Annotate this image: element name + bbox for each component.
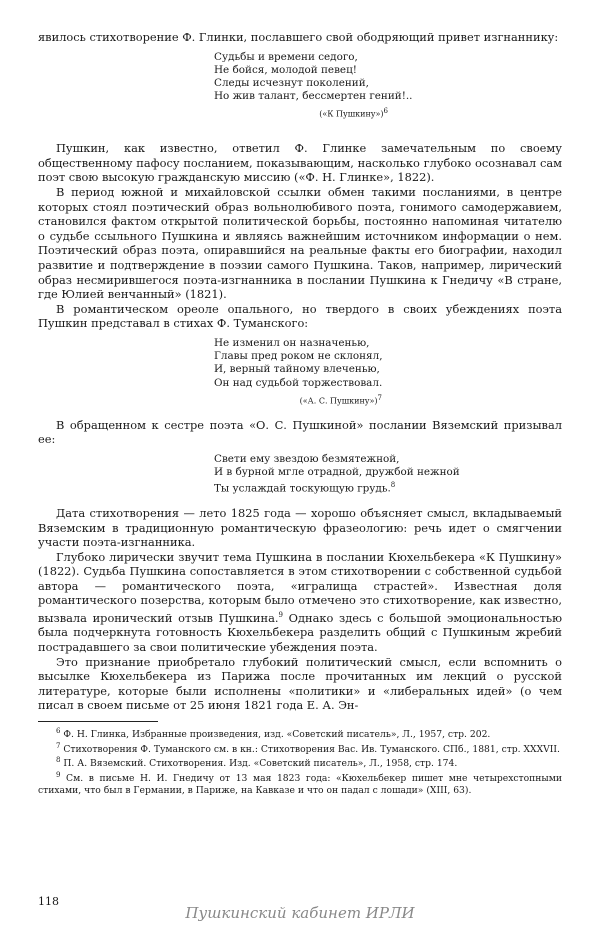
footnote: [38, 770, 562, 796]
paragraph-text: Глубоко лирически звучит тема Пушкина в послании Кюхельбекера «К Пушкину» (1822). Судьба Пушкина сопоставляется в этом стихотворении с собственной судьбой автора — романтического поэта, «игралища страстей». Известная доля романтического позерства, которым было отмечено это стихотворение, как известно, вызвала иронический отзыв Пушкина.: [38, 549, 562, 625]
footnote-ref: 9: [278, 611, 283, 620]
poem-source-title: («А. С. Пушкину»): [299, 396, 378, 406]
page-body: [38, 30, 562, 796]
poem-line: Он над судьбой торжествовал.: [214, 376, 383, 389]
poem-line: И в бурной мгле отрадной, дружбой нежной: [214, 466, 460, 479]
poem-line: Но жив талант, бессмертен гений!..: [214, 90, 413, 103]
footnote-text: Стихотворения Ф. Туманского см. в кн.: Стихотворения Вас. Ив. Туманского. СПб., 1881, стр. XXXVII.: [63, 743, 560, 755]
poem-source-title: («К Пушкину»): [319, 110, 384, 120]
poem-line: Главы пред роком не склонял,: [214, 350, 383, 363]
poem-line: Судьбы и времени седого,: [214, 50, 358, 63]
poem-source: [214, 392, 562, 408]
poem-vyazemsky: [214, 453, 562, 496]
poem-line: Свети ему звездою безмятежной,: [214, 452, 400, 465]
watermark: Пушкинский кабинет ИРЛИ: [185, 904, 415, 922]
footnote-number: 8: [56, 756, 61, 765]
footnote-number: 6: [56, 727, 61, 736]
poem-line: Следы исчезнут поколений,: [214, 77, 369, 89]
footnote-divider: [38, 721, 158, 722]
footnote-text: Ф. Н. Глинка, Избранные произведения, изд. «Советский писатель», Л., 1957, стр. 202.: [63, 729, 491, 741]
footnote-ref: 7: [377, 393, 382, 402]
paragraph: Это признание приобретало глубокий политический смысл, если вспомнить о высылке Кюхельбекера из Парижа после прочитанных им лекций о русской литературе, которые были исполнены «политики» и «либеральных идей» (о чем писал в своем письме от 25 июня 1821 года Е. А. Эн-: [38, 654, 562, 713]
page-number: 118: [38, 895, 59, 908]
paragraph: Пушкин, как известно, ответил Ф. Глинке замечательным по своему общественному пафосу посланием, показывающим, насколько глубоко осознавал сам поэт свою высокую гражданскую миссию («Ф. Н. Глинке», 1822).: [38, 141, 562, 185]
footnote-number: 9: [56, 771, 61, 779]
poem-line-text: Ты услаждай тоскующую грудь.: [214, 482, 391, 495]
paragraph: В обращенном к сестре поэта «О. С. Пушкиной» послании Вяземский призывал ее:: [38, 417, 562, 447]
spacer: [38, 131, 562, 141]
poem-glinka: [214, 51, 562, 122]
poem-line: [214, 479, 562, 496]
paragraph-text: Однако здесь с большой эмоциональностью была подчеркнута готовность Кюхельбекера разделить общий с Пушкиным жребий пострадавшего за свои политические убеждения поэта.: [38, 610, 562, 655]
footnote-ref: 6: [383, 107, 388, 116]
paragraph: В период южной и михайловской ссылки обмен такими посланиями, в центре которых стоял поэтический образ вольнолюбивого поэта, гонимого самодержавием, становился фактом открытой политической борьбы, постоянно напоминая читателю о судьбе ссыльного Пушкина и являясь важнейшим источником информации о нем. Поэтический образ поэта, опиравшийся на реальные факты его биографии, находил развитие и подтверждение в поэзии самого Пушкина. Таков, например, лирический образ несмирившегося поэта-изгнанника в послании Пушкина к Гнедичу «В стране, где Юлией венчанный» (1821).: [38, 185, 562, 302]
paragraph: В романтическом ореоле опального, но твердого в своих убеждениях поэта Пушкин представал в стихах Ф. Туманского:: [38, 301, 562, 331]
poem-source: [214, 105, 562, 121]
poem-line: Не изменил он назначенью,: [214, 336, 370, 349]
footnote: [38, 726, 562, 741]
paragraph: Дата стихотворения — лето 1825 года — хорошо объясняет смысл, вкладываемый Вяземским в традиционную романтическую фразеологию: речь идет о смягчении участи поэта-изгнанника.: [38, 505, 562, 550]
poem-tumansky: [214, 337, 562, 408]
paragraph: [38, 550, 562, 655]
footnote: [38, 755, 562, 770]
footnote-ref: 8: [390, 481, 396, 490]
footnote-text: П. А. Вяземский. Стихотворения. Изд. «Советский писатель», Л., 1958, стр. 174.: [63, 758, 458, 770]
footnote: [38, 741, 562, 756]
intro-text: явилось стихотворение Ф. Глинки, пославшего свой ободряющий привет изгнаннику:: [38, 30, 559, 44]
poem-line: Не бойся, молодой певец!: [214, 63, 357, 76]
footnote-number: 7: [56, 741, 61, 750]
footnote-text: См. в письме Н. И. Гнедичу от 13 мая 1823 года: «Кюхельбекер пишет мне четырехстопными стихами, что был в Германии, в Париже, на Кавказе и что он падал с лошади» (XIII, 63).: [38, 773, 563, 796]
poem-line: И, верный тайному влеченью,: [214, 363, 380, 376]
